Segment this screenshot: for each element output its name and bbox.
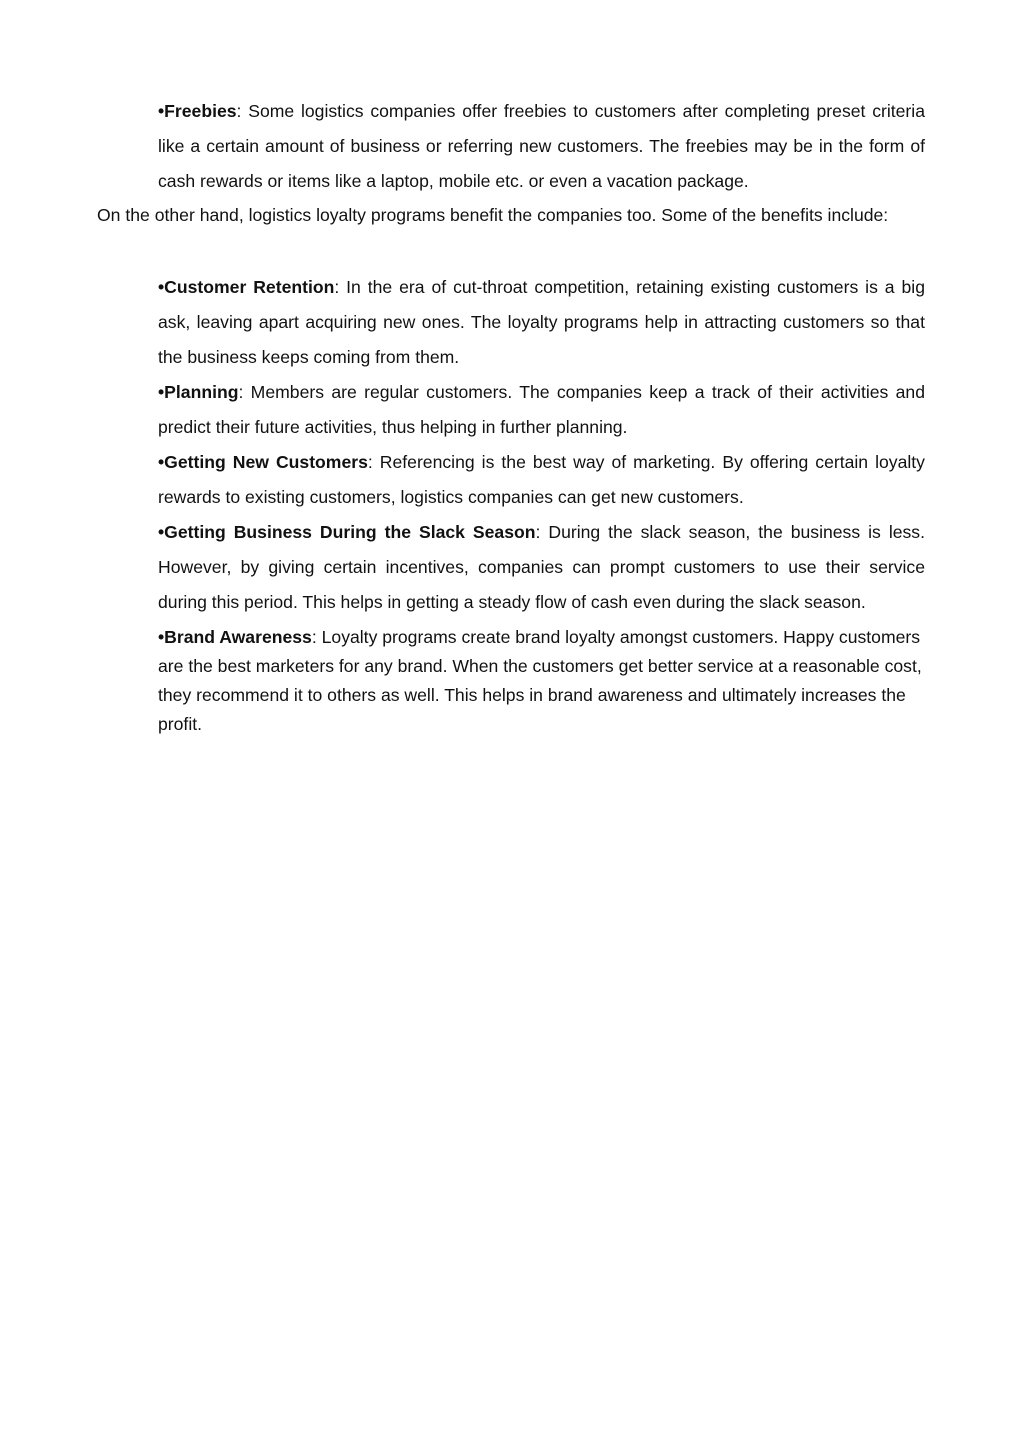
- bullet-term: Freebies: [164, 101, 237, 121]
- bullet-freebies: [158, 94, 925, 199]
- bullet-text: : Members are regular customers. The companies keep a track of their activities and predict their future activities, thus helping in further planning.: [158, 382, 925, 437]
- bullet-icon: •: [158, 627, 165, 647]
- bullet-getting-new-customers: [158, 445, 925, 515]
- bullet-term: Brand Awareness: [164, 627, 312, 647]
- bullet-text: : Some logistics companies offer freebies to customers after completing preset criteria like a certain amount of business or referring new customers. The freebies may be in the form of cash rewards or items like a laptop, mobile etc. or even a vacation package.: [158, 101, 925, 191]
- bullet-term: Planning: [164, 382, 239, 402]
- bullet-text: : In the era of cut-throat competition, retaining existing customers is a big ask, leaving apart acquiring new ones. The loyalty programs help in attracting customers so that the business keeps coming from them.: [158, 277, 925, 367]
- intro-paragraph: On the other hand, logistics loyalty programs benefit the companies too. Some of the benefits include:: [97, 205, 889, 225]
- bullet-text: : Referencing is the best way of marketing. By offering certain loyalty rewards to existing customers, logistics companies can get new customers.: [158, 452, 925, 507]
- bullet-term: Customer Retention: [164, 277, 335, 297]
- bullet-icon: •: [158, 382, 165, 402]
- bullet-planning: [158, 375, 925, 445]
- bullet-brand-awareness: [158, 623, 925, 739]
- bullet-icon: •: [158, 101, 165, 121]
- bullet-text: : Loyalty programs create brand loyalty amongst customers. Happy customers are the best marketers for any brand. When the customers get better service at a reasonable cost, they recommend it to others as well. This helps in brand awareness and ultimately increases the profit.: [158, 627, 922, 734]
- bullet-term: Getting New Customers: [164, 452, 368, 472]
- bullet-icon: •: [158, 522, 165, 542]
- bullet-customer-retention: [158, 270, 925, 375]
- bullet-slack-season: [158, 515, 925, 620]
- bullet-term: Getting Business During the Slack Season: [164, 522, 536, 542]
- bullet-icon: •: [158, 277, 165, 297]
- bullet-icon: •: [158, 452, 165, 472]
- bullet-text: : During the slack season, the business is less. However, by giving certain incentives, companies can prompt customers to use their service during this period. This helps in getting a steady flow of cash even during the slack season.: [158, 522, 925, 612]
